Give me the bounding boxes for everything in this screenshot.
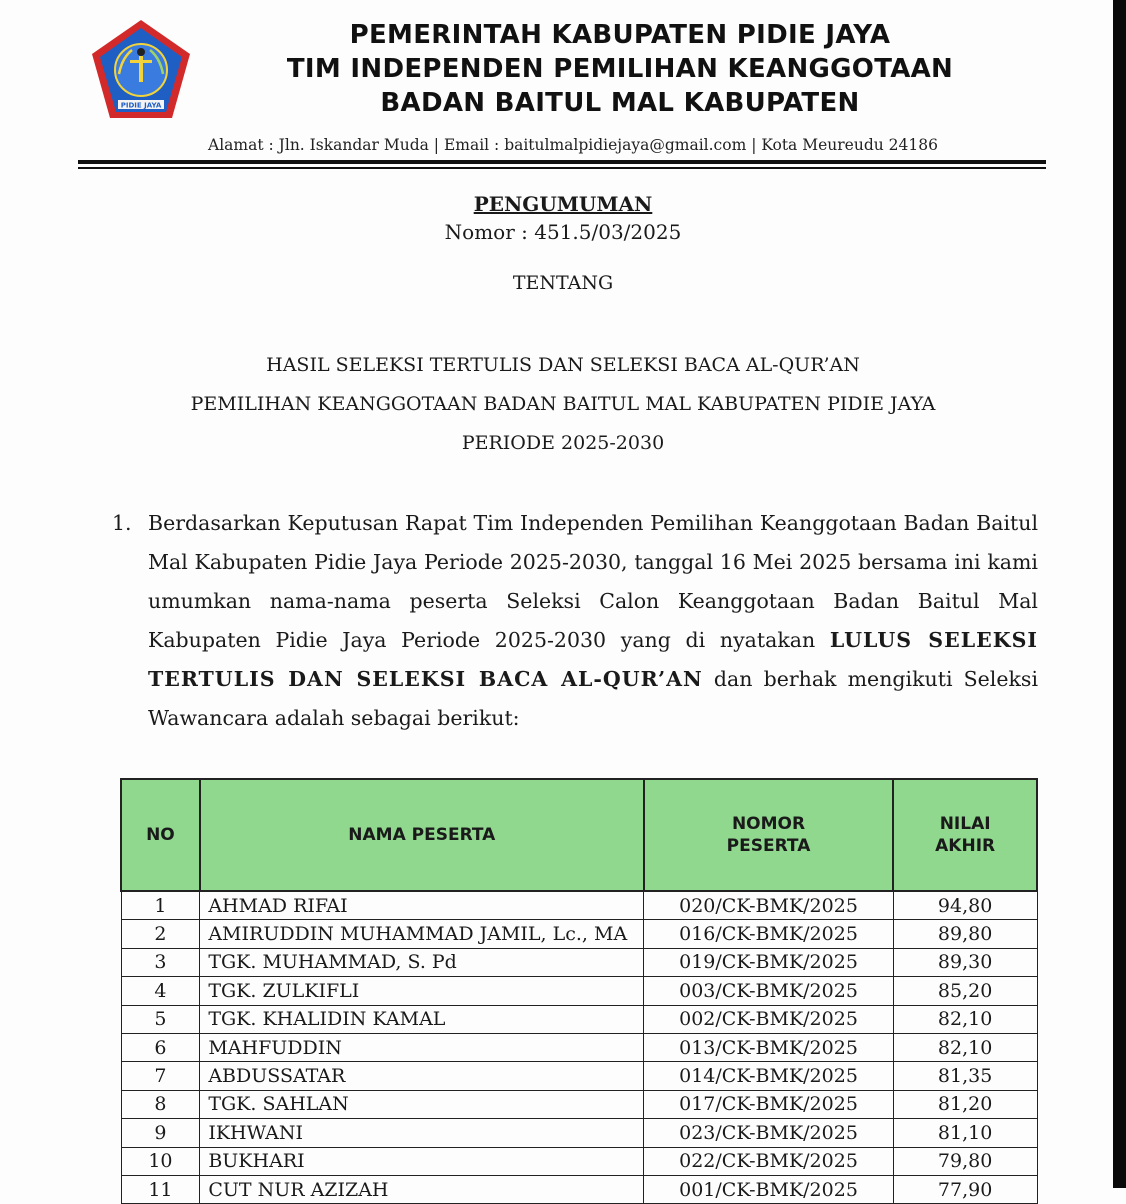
cell-no: 7: [121, 1062, 200, 1090]
header-nilai-line-1: NILAI: [939, 814, 991, 834]
cell-name: TGK. MUHAMMAD, S. Pd: [200, 948, 644, 976]
cell-nomor: 013/CK-BMK/2025: [644, 1033, 893, 1061]
subject-line-3: PERIODE 2025-2030: [461, 432, 665, 454]
cell-nomor: 001/CK-BMK/2025: [644, 1175, 893, 1203]
cell-name: TGK. KHALIDIN KAMAL: [200, 1005, 644, 1033]
cell-name: CUT NUR AZIZAH: [200, 1175, 644, 1203]
header-nomor-line-2: PESERTA: [726, 836, 811, 856]
table-row: [121, 1005, 1037, 1033]
header-nilai-line-2: AKHIR: [935, 836, 996, 856]
cell-no: 8: [121, 1090, 200, 1118]
table-row: [121, 1090, 1037, 1118]
results-table: [120, 778, 1038, 1204]
cell-no: 1: [121, 891, 200, 920]
cell-no: 11: [121, 1175, 200, 1203]
table-row: [121, 1147, 1037, 1175]
announcement-subject: [40, 346, 1086, 463]
cell-no: 9: [121, 1119, 200, 1147]
header-nomor-line-1: NOMOR: [731, 814, 806, 834]
cell-nomor: 017/CK-BMK/2025: [644, 1090, 893, 1118]
header-nilai: [893, 779, 1037, 891]
header-name: NAMA PESERTA: [200, 779, 644, 891]
letterhead-rule-thick: [78, 160, 1046, 164]
cell-no: 2: [121, 920, 200, 948]
header-nomor: [644, 779, 893, 891]
cell-no: 3: [121, 948, 200, 976]
cell-nilai: 81,10: [893, 1119, 1037, 1147]
cell-name: MAHFUDDIN: [200, 1033, 644, 1061]
letterhead-rule-thin: [78, 167, 1046, 169]
announcement-number: Nomor : 451.5/03/2025: [444, 220, 682, 244]
paragraph-1: [112, 504, 1038, 738]
logo-text: PIDIE JAYA: [120, 101, 162, 110]
pidie-jaya-logo: [86, 14, 196, 124]
cell-nilai: 81,35: [893, 1062, 1037, 1090]
subject-line-2: PEMILIHAN KEANGGOTAAN BADAN BAITUL MAL KABUPATEN PIDIE JAYA: [190, 393, 936, 415]
cell-name: AHMAD RIFAI: [200, 891, 644, 920]
cell-name: TGK. ZULKIFLI: [200, 977, 644, 1005]
cell-nilai: 89,30: [893, 948, 1037, 976]
announcement-about: TENTANG: [512, 272, 614, 294]
paragraph-text-bold: LULUS SELEKSI TERTULIS DAN SELEKSI BACA AL-QUR’AN: [148, 628, 1038, 691]
table-row: [121, 891, 1037, 920]
cell-no: 6: [121, 1033, 200, 1061]
cell-nomor: 014/CK-BMK/2025: [644, 1062, 893, 1090]
paragraph-text-before: Berdasarkan Keputusan Rapat Tim Independen Pemilihan Keanggotaan Badan Baitul Mal Kabupaten Pidie Jaya Periode 2025-2030, tanggal 16 Mei 2025 bersama ini kami umumkan nama-nama peserta Seleksi Calon Keanggotaan Badan Baitul Mal Kabupaten Pidie Jaya Periode 2025-2030 yang di nyatakan: [148, 511, 1038, 652]
table-row: [121, 1119, 1037, 1147]
cell-nilai: 79,80: [893, 1147, 1037, 1175]
cell-nilai: 81,20: [893, 1090, 1037, 1118]
table-row: [121, 977, 1037, 1005]
cell-nomor: 020/CK-BMK/2025: [644, 891, 893, 920]
cell-name: BUKHARI: [200, 1147, 644, 1175]
cell-name: TGK. SAHLAN: [200, 1090, 644, 1118]
table-header-row: [121, 779, 1037, 891]
letterhead: [200, 18, 1040, 120]
header-no: NO: [121, 779, 200, 891]
cell-nilai: 94,80: [893, 891, 1037, 920]
cell-nilai: 77,90: [893, 1175, 1037, 1203]
cell-nilai: 82,10: [893, 1033, 1037, 1061]
table-row: [121, 1062, 1037, 1090]
cell-name: AMIRUDDIN MUHAMMAD JAMIL, Lc., MA: [200, 920, 644, 948]
announcement-title: PENGUMUMAN: [473, 192, 653, 216]
paragraph-text: [148, 504, 1038, 738]
cell-nomor: 002/CK-BMK/2025: [644, 1005, 893, 1033]
cell-no: 10: [121, 1147, 200, 1175]
table-row: [121, 1033, 1037, 1061]
subject-line-1: HASIL SELEKSI TERTULIS DAN SELEKSI BACA AL-QUR’AN: [266, 354, 860, 376]
cell-nomor: 003/CK-BMK/2025: [644, 977, 893, 1005]
cell-no: 5: [121, 1005, 200, 1033]
paragraph-text-after: dan berhak mengikuti Seleksi Wawancara adalah sebagai berikut:: [148, 667, 1038, 730]
cell-nomor: 019/CK-BMK/2025: [644, 948, 893, 976]
table-row: [121, 948, 1037, 976]
table-row: [121, 1175, 1037, 1203]
cell-nilai: 89,80: [893, 920, 1037, 948]
table-row: [121, 920, 1037, 948]
cell-nomor: 023/CK-BMK/2025: [644, 1119, 893, 1147]
letterhead-line-3: BADAN BAITUL MAL KABUPATEN: [380, 88, 860, 118]
letterhead-line-1: PEMERINTAH KABUPATEN PIDIE JAYA: [349, 20, 891, 50]
address-line: Alamat : Jln. Iskandar Muda | Email : baitulmalpidiejaya@gmail.com | Kota Meureudu 24186: [208, 136, 938, 154]
cell-name: IKHWANI: [200, 1119, 644, 1147]
cell-no: 4: [121, 977, 200, 1005]
cell-nilai: 85,20: [893, 977, 1037, 1005]
cell-nilai: 82,10: [893, 1005, 1037, 1033]
cell-nomor: 022/CK-BMK/2025: [644, 1147, 893, 1175]
letterhead-line-2: TIM INDEPENDEN PEMILIHAN KEANGGOTAAN: [286, 54, 954, 84]
cell-nomor: 016/CK-BMK/2025: [644, 920, 893, 948]
paragraph-number: 1.: [112, 511, 132, 535]
scan-edge: [1113, 0, 1126, 1188]
cell-name: ABDUSSATAR: [200, 1062, 644, 1090]
